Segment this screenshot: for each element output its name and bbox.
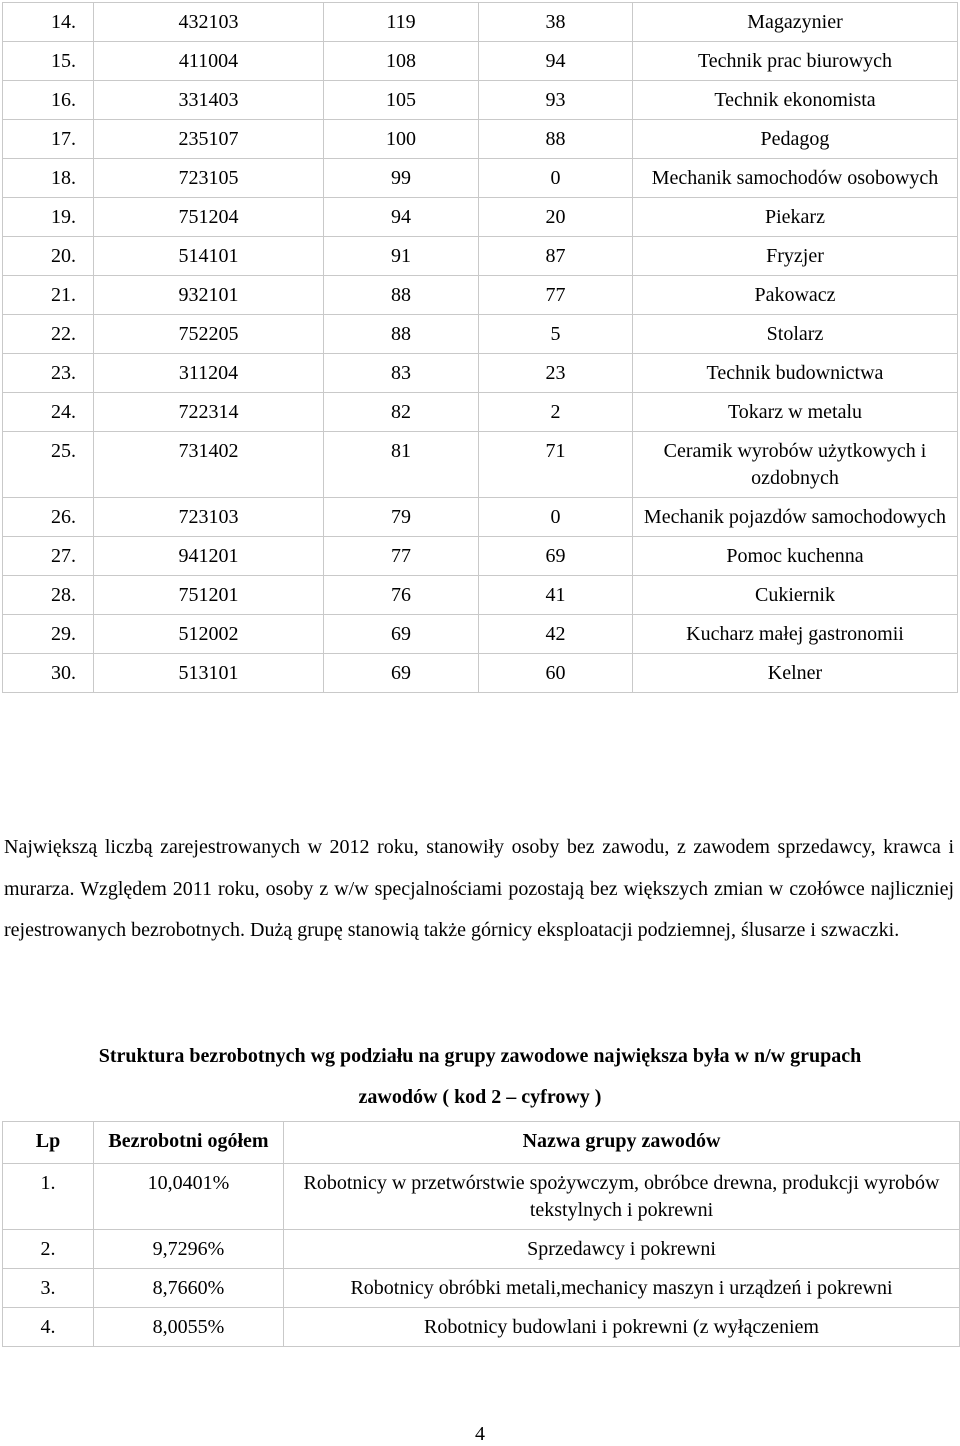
row-number: 25.	[3, 432, 94, 498]
row-number: 2.	[3, 1230, 94, 1269]
occupation-name: Kucharz małej gastronomii	[633, 615, 958, 654]
unemployed-total: 119	[324, 3, 479, 42]
row-number: 17.	[3, 120, 94, 159]
group-name: Robotnicy budowlani i pokrewni (z wyłączeniem	[284, 1308, 960, 1347]
row-number: 3.	[3, 1269, 94, 1308]
table-row	[3, 159, 958, 198]
table-row	[3, 654, 958, 693]
section-title-line-2: zawodów ( kod 2 – cyfrowy )	[358, 1086, 602, 1108]
occupation-code: 941201	[94, 537, 324, 576]
table-row	[3, 198, 958, 237]
occupation-name: Technik prac biurowych	[633, 42, 958, 81]
occupation-code: 932101	[94, 276, 324, 315]
unemployed-total: 81	[324, 432, 479, 498]
unemployed-share: 8,7660%	[94, 1269, 284, 1308]
unemployed-women: 71	[479, 432, 633, 498]
occupation-code: 331403	[94, 81, 324, 120]
table-row	[3, 1230, 960, 1269]
occupation-code: 723103	[94, 498, 324, 537]
occupation-name: Ceramik wyrobów użytkowych i ozdobnych	[633, 432, 958, 498]
occupations-table	[2, 2, 958, 693]
table-header-row	[3, 1122, 960, 1164]
table-row	[3, 615, 958, 654]
unemployed-women: 2	[479, 393, 633, 432]
table-row	[3, 237, 958, 276]
occupation-code: 235107	[94, 120, 324, 159]
unemployed-women: 93	[479, 81, 633, 120]
occupation-code: 512002	[94, 615, 324, 654]
unemployed-women: 94	[479, 42, 633, 81]
table-row	[3, 354, 958, 393]
unemployed-women: 38	[479, 3, 633, 42]
group-name: Sprzedawcy i pokrewni	[284, 1230, 960, 1269]
occupation-code: 513101	[94, 654, 324, 693]
row-number: 29.	[3, 615, 94, 654]
row-number: 30.	[3, 654, 94, 693]
table-row	[3, 498, 958, 537]
row-number: 21.	[3, 276, 94, 315]
unemployed-total: 105	[324, 81, 479, 120]
unemployed-women: 23	[479, 354, 633, 393]
table-row	[3, 315, 958, 354]
occupation-code: 751201	[94, 576, 324, 615]
occupation-name: Piekarz	[633, 198, 958, 237]
unemployed-share: 9,7296%	[94, 1230, 284, 1269]
table-row	[3, 3, 958, 42]
row-number: 15.	[3, 42, 94, 81]
unemployed-total: 69	[324, 615, 479, 654]
unemployed-women: 20	[479, 198, 633, 237]
unemployed-total: 77	[324, 537, 479, 576]
table-row	[3, 393, 958, 432]
unemployed-total: 76	[324, 576, 479, 615]
table-row	[3, 120, 958, 159]
row-number: 22.	[3, 315, 94, 354]
unemployed-total: 94	[324, 198, 479, 237]
row-number: 1.	[3, 1164, 94, 1230]
occupations-table-body	[3, 3, 958, 693]
unemployed-women: 60	[479, 654, 633, 693]
occupation-name: Cukiernik	[633, 576, 958, 615]
unemployed-women: 88	[479, 120, 633, 159]
occupation-code: 411004	[94, 42, 324, 81]
occupation-name: Tokarz w metalu	[633, 393, 958, 432]
unemployed-total: 100	[324, 120, 479, 159]
header-lp: Lp	[3, 1122, 94, 1164]
table-row	[3, 276, 958, 315]
unemployed-total: 99	[324, 159, 479, 198]
unemployed-total: 83	[324, 354, 479, 393]
unemployed-total: 69	[324, 654, 479, 693]
unemployed-women: 0	[479, 498, 633, 537]
unemployed-women: 69	[479, 537, 633, 576]
occupation-name: Pomoc kuchenna	[633, 537, 958, 576]
unemployed-total: 91	[324, 237, 479, 276]
section-title-line-1: Struktura bezrobotnych wg podziału na grupy zawodowe największa była w n/w grupach	[98, 1045, 862, 1067]
unemployed-women: 0	[479, 159, 633, 198]
row-number: 14.	[3, 3, 94, 42]
row-number: 18.	[3, 159, 94, 198]
unemployed-women: 77	[479, 276, 633, 315]
unemployed-share: 8,0055%	[94, 1308, 284, 1347]
row-number: 20.	[3, 237, 94, 276]
unemployed-women: 87	[479, 237, 633, 276]
row-number: 28.	[3, 576, 94, 615]
occupation-code: 311204	[94, 354, 324, 393]
unemployed-total: 88	[324, 315, 479, 354]
occupation-name: Stolarz	[633, 315, 958, 354]
unemployed-total: 88	[324, 276, 479, 315]
occupation-code: 432103	[94, 3, 324, 42]
occupation-name: Fryzjer	[633, 237, 958, 276]
occupation-code: 723105	[94, 159, 324, 198]
occupation-code: 731402	[94, 432, 324, 498]
table-row	[3, 81, 958, 120]
table-row	[3, 1308, 960, 1347]
occupation-name: Mechanik pojazdów samochodowych	[633, 498, 958, 537]
summary-paragraph: Największą liczbą zarejestrowanych w 2012 roku, stanowiły osoby bez zawodu, z zawodem sprzedawcy, krawca i murarza. Względem 2011 roku, osoby z w/w specjalnościami pozostają bez większych zmian w czołówce najliczniej rejestrowanych bezrobotnych. Dużą grupę stanowią także górnicy eksploatacji podziemnej, ślusarze i szwaczki.	[4, 836, 954, 941]
table-row	[3, 42, 958, 81]
header-group-name: Nazwa grupy zawodów	[284, 1122, 960, 1164]
unemployed-women: 41	[479, 576, 633, 615]
occupation-code: 514101	[94, 237, 324, 276]
page-number: 4	[475, 1423, 485, 1445]
unemployed-total: 82	[324, 393, 479, 432]
row-number: 19.	[3, 198, 94, 237]
unemployed-women: 42	[479, 615, 633, 654]
row-number: 27.	[3, 537, 94, 576]
table-row	[3, 1164, 960, 1230]
unemployed-women: 5	[479, 315, 633, 354]
occupation-groups-table	[2, 1121, 960, 1347]
occupation-name: Kelner	[633, 654, 958, 693]
unemployed-total: 79	[324, 498, 479, 537]
row-number: 23.	[3, 354, 94, 393]
section-title	[0, 1036, 960, 1118]
unemployed-total: 108	[324, 42, 479, 81]
header-unemployed-total: Bezrobotni ogółem	[94, 1122, 284, 1164]
unemployed-share: 10,0401%	[94, 1164, 284, 1230]
table-row	[3, 576, 958, 615]
occupation-name: Mechanik samochodów osobowych	[633, 159, 958, 198]
group-name: Robotnicy w przetwórstwie spożywczym, obróbce drewna, produkcji wyrobów tekstylnych i pokrewni	[284, 1164, 960, 1230]
occupation-name: Technik budownictwa	[633, 354, 958, 393]
occupation-code: 752205	[94, 315, 324, 354]
row-number: 4.	[3, 1308, 94, 1347]
occupation-name: Pedagog	[633, 120, 958, 159]
table-row	[3, 1269, 960, 1308]
group-name: Robotnicy obróbki metali,mechanicy maszyn i urządzeń i pokrewni	[284, 1269, 960, 1308]
table-row	[3, 537, 958, 576]
occupation-code: 722314	[94, 393, 324, 432]
row-number: 16.	[3, 81, 94, 120]
occupation-name: Magazynier	[633, 3, 958, 42]
row-number: 24.	[3, 393, 94, 432]
occupation-code: 751204	[94, 198, 324, 237]
row-number: 26.	[3, 498, 94, 537]
occupation-name: Technik ekonomista	[633, 81, 958, 120]
occupation-name: Pakowacz	[633, 276, 958, 315]
table-row	[3, 432, 958, 498]
